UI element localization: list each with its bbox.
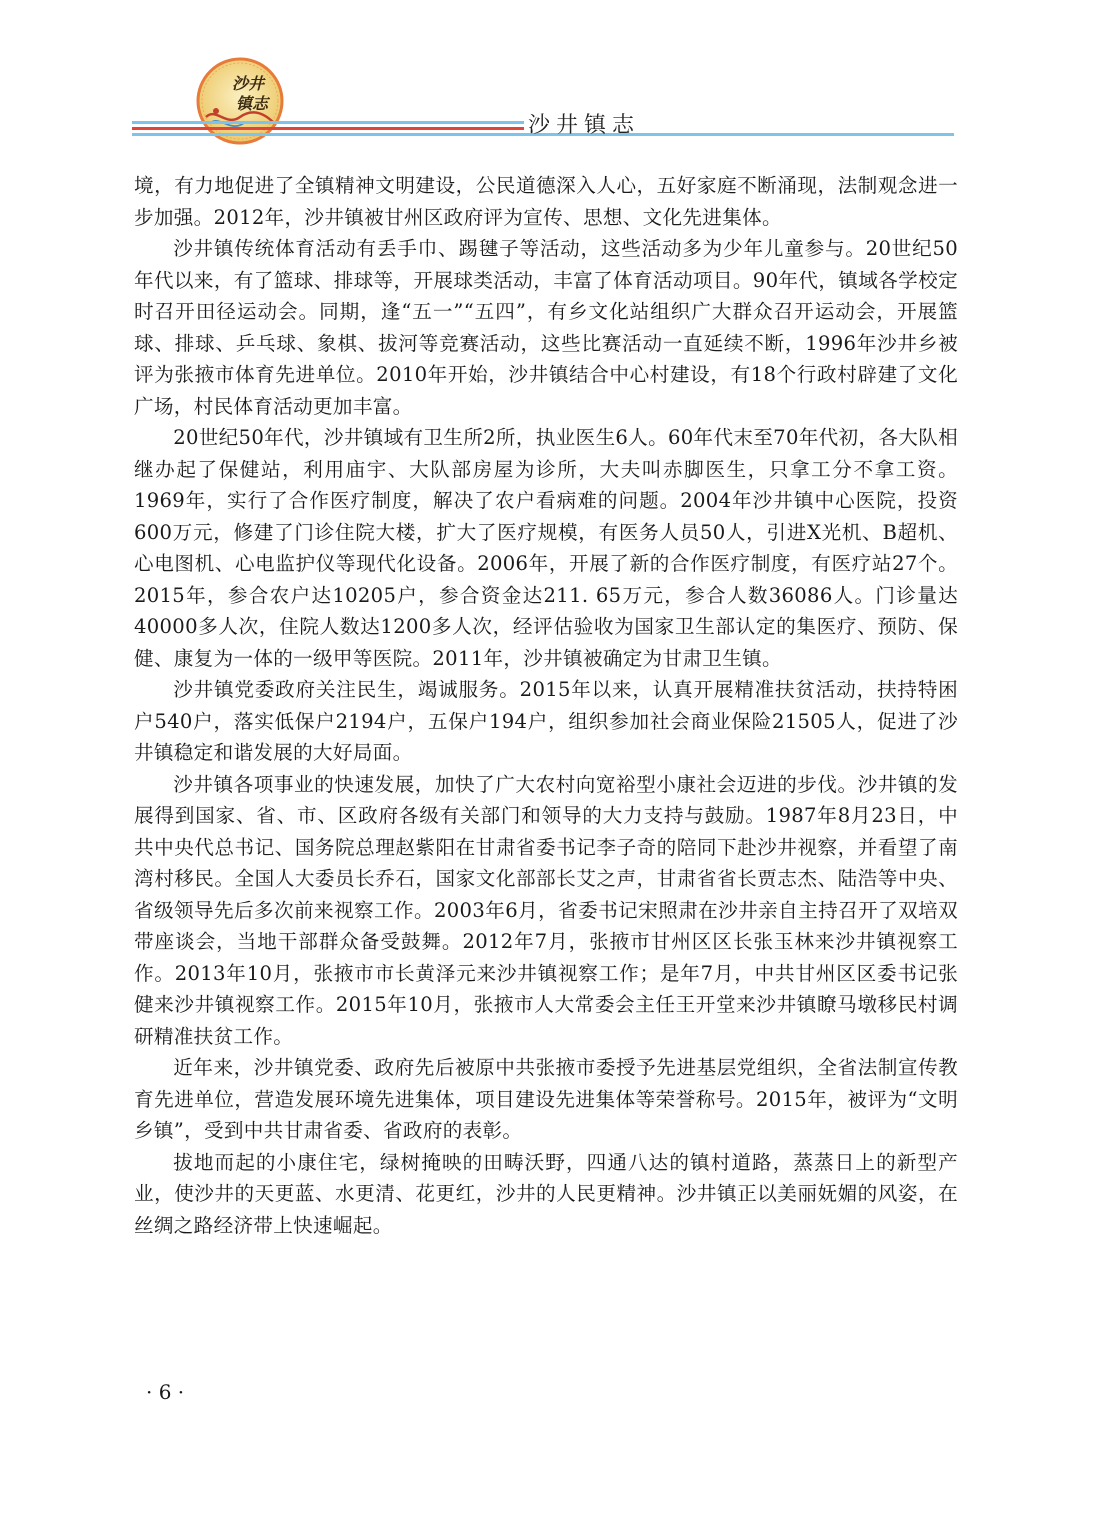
paragraph-sports: 沙井镇传统体育活动有丢手巾、踢毽子等活动，这些活动多为少年儿童参与。20世纪50年代以来，有了篮球、排球等，开展球类活动，丰富了体育活动项目。90年代，镇域各学校定时召开田径运动会。同期，逢“五一”“五四”，有乡文化站组织广大群众召开运动会，开展篮球、排球、乒乓球、象棋、拔河等竞赛活动，这些比赛活动一直延续不断，1996年沙井乡被评为张掖市体育先进单位。2010年开始，沙井镇结合中心村建设，有18个行政村辟建了文化广场，村民体育活动更加丰富。 — [134, 237, 958, 418]
page-number: · 6 · — [146, 1380, 185, 1404]
header-rule-red — [132, 127, 524, 130]
paragraph-development-visits: 沙井镇各项事业的快速发展，加快了广大农村向宽裕型小康社会迈进的步伐。沙井镇的发展得到国家、省、市、区政府各级有关部门和领导的大力支持与鼓励。1987年8月23日，中共中央代总书记、国务院总理赵紫阳在甘肃省委书记李子奇的陪同下赴沙井视察，并看望了南湾村移民。全国人大委员长乔石，国家文化部部长艾之声，甘肃省省长贾志杰、陆浩等中央、省级领导先后多次前来视察工作。2003年6月，省委书记宋照肃在沙井亲自主持召开了双培双带座谈会，当地干部群众备受鼓舞。2012年7月，张掖市甘州区区长张玉林来沙井镇视察工作。2013年10月，张掖市市长黄泽元来沙井镇视察工作；是年7月，中共甘州区区委书记张健来沙井镇视察工作。2015年10月，张掖市人大常委会主任王开堂来沙井镇瞭马墩移民村调研精准扶贫工作。 — [134, 772, 958, 1048]
book-logo-emblem — [196, 57, 284, 145]
paragraph-continued: 境，有力地促进了全镇精神文明建设，公民道德深入人心，五好家庭不断涌现，法制观念进一步加强。2012年，沙井镇被甘州区政府评为宣传、思想、文化先进集体。 — [134, 174, 958, 229]
page-header — [0, 0, 1093, 160]
running-head-title: 沙井镇志 — [528, 113, 641, 138]
page-body-text — [134, 170, 958, 1241]
header-rule-blue-top — [132, 121, 524, 124]
paragraph-conclusion: 拔地而起的小康住宅，绿树掩映的田畴沃野，四通八达的镇村道路，蒸蒸日上的新型产业，使沙井的天更蓝、水更清、花更红，沙井的人民更精神。沙井镇正以美丽妩媚的风姿，在丝绸之路经济带上快速崛起。 — [134, 1150, 958, 1237]
logo-text-line-2: 镇志 — [236, 94, 269, 113]
paragraph-poverty-relief: 沙井镇党委政府关注民生，竭诚服务。2015年以来，认真开展精准扶贫活动，扶持特困户540户，落实低保户2194户，五保户194户，组织参加社会商业保险21505人，促进了沙井镇稳定和谐发展的大好局面。 — [134, 678, 958, 764]
paragraph-healthcare: 20世纪50年代，沙井镇域有卫生所2所，执业医生6人。60年代末至70年代初，各大队相继办起了保健站，利用庙宇、大队部房屋为诊所，大夫叫赤脚医生，只拿工分不拿工资。1969年，实行了合作医疗制度，解决了农户看病难的问题。2004年沙井镇中心医院，投资600万元，修建了门诊住院大楼，扩大了医疗规模，有医务人员50人，引进X光机、B超机、心电图机、心电监护仪等现代化设备。2006年，开展了新的合作医疗制度，有医疗站27个。2015年，参合农户达10205户，参合资金达211. 65万元，参合人数36086人。门诊量达40000多人次，住院人数达1200多人次，经评估验收为国家卫生部认定的集医疗、预防、保健、康复为一体的一级甲等医院。2011年，沙井镇被确定为甘肃卫生镇。 — [134, 426, 958, 670]
logo-text-line-1: 沙井 — [232, 74, 265, 93]
paragraph-honors: 近年来，沙井镇党委、政府先后被原中共张掖市委授予先进基层党组织，全省法制宣传教育先进单位，营造发展环境先进集体，项目建设先进集体等荣誉称号。2015年，被评为“文明乡镇”，受到中共甘肃省委、省政府的表彰。 — [134, 1056, 958, 1142]
